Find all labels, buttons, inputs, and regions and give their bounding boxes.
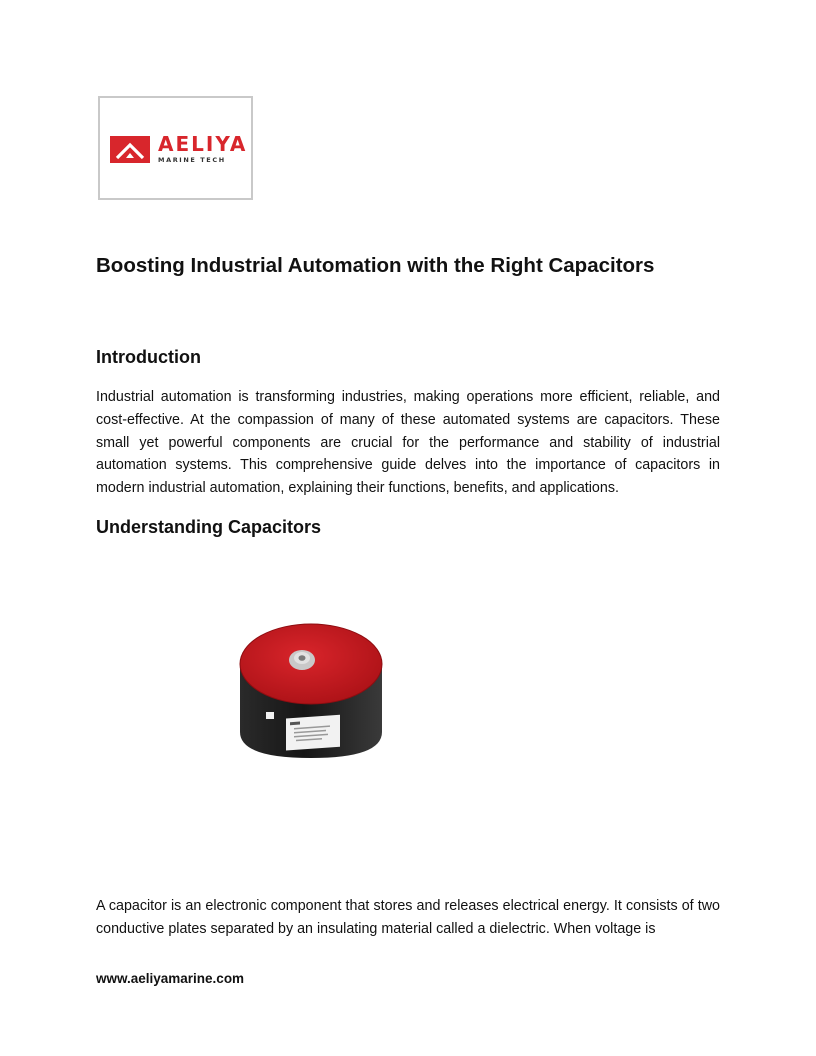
house-icon bbox=[110, 136, 150, 163]
company-logo bbox=[98, 96, 253, 200]
document-title: Boosting Industrial Automation with the Right Capacitors bbox=[96, 254, 655, 277]
footer-website-link[interactable]: www.aeliyamarine.com bbox=[96, 971, 245, 986]
section-heading-understanding-capacitors: Understanding Capacitors bbox=[96, 517, 322, 537]
logo-tagline: MARINE TECH bbox=[158, 156, 226, 164]
capacitor-product-image bbox=[236, 620, 386, 762]
logo-brand-name: AELIYA bbox=[158, 132, 248, 156]
understanding-capacitors-paragraph: A capacitor is an electronic component that stores and releases electrical energy. It consists of two conductive plates separated by an insulating material called a dielectric. When voltage is bbox=[96, 898, 720, 937]
introduction-paragraph: Industrial automation is transforming industries, making operations more efficient, reliable, and cost-effective. At the compassion of many of these automated systems are capacitors. These small yet powerful components are crucial for the performance and stability of industrial automation systems. This comprehensive guide delves into the importance of capacitors in modern industrial automation, explaining their functions, benefits, and applications. bbox=[96, 389, 720, 497]
section-heading-introduction: Introduction bbox=[96, 347, 201, 367]
